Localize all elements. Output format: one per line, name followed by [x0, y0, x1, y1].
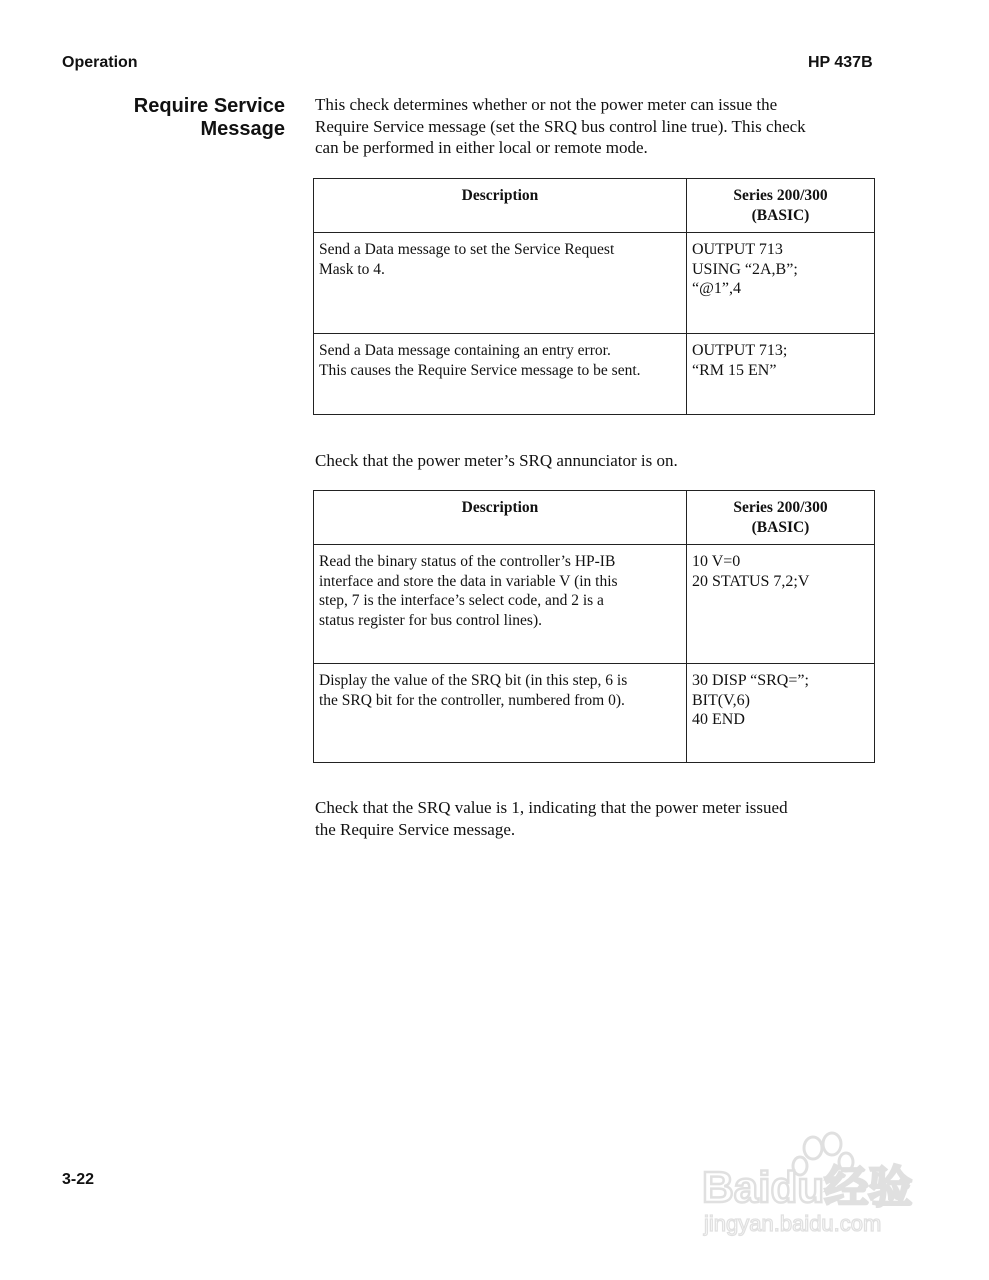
table-header-row: [314, 179, 875, 233]
description-line: Mask to 4.: [319, 260, 385, 278]
description-line: Read the binary status of the controller’s HP-IB: [319, 553, 616, 570]
code-line: BIT(V,6): [692, 691, 750, 709]
description-line: Display the value of the SRQ bit (in this step, 6 is: [319, 672, 628, 689]
row-description: [314, 233, 687, 334]
code-line: 20 STATUS 7,2;V: [692, 572, 810, 590]
column-header-basic: [687, 491, 875, 545]
paw-toe: [823, 1133, 841, 1155]
table-row: [314, 233, 875, 334]
description-line: Send a Data message containing an entry error.: [319, 342, 611, 359]
table-row: [314, 334, 875, 415]
table-header-row: [314, 491, 875, 545]
running-header-section: Operation: [62, 54, 138, 71]
code-line: 10 V=0: [692, 553, 741, 570]
check-srq-line-2: the Require Service message.: [315, 819, 516, 839]
row-description: [314, 664, 687, 763]
table-row: [314, 545, 875, 664]
column-header-basic-line1: Series 200/300: [733, 187, 828, 204]
section-heading-line1: Require Service: [133, 95, 285, 117]
code-line: “@1”,4: [692, 280, 741, 297]
check-srq-value-text: [315, 797, 885, 840]
table-row: [314, 664, 875, 763]
section-heading: [134, 95, 285, 141]
srq-read-table: [313, 490, 875, 763]
row-basic-code: [687, 545, 875, 664]
intro-paragraph: [315, 94, 885, 159]
description-line: the SRQ bit for the controller, numbered from 0).: [319, 691, 625, 709]
watermark-brand: Baidu经验: [702, 1163, 913, 1212]
intro-line-1: This check determines whether or not the power meter can issue the: [315, 95, 778, 114]
column-header-description: Description: [314, 179, 687, 233]
column-header-basic-line1: Series 200/300: [733, 499, 828, 516]
column-header-basic: [687, 179, 875, 233]
row-basic-code: [687, 233, 875, 334]
running-header-model: HP 437B: [808, 54, 873, 71]
paw-toe: [804, 1137, 822, 1159]
check-annunciator-text: Check that the power meter’s SRQ annunciator is on.: [315, 451, 678, 470]
description-line: status register for bus control lines).: [319, 611, 542, 629]
row-basic-code: [687, 334, 875, 415]
code-line: “RM 15 EN”: [692, 361, 777, 379]
column-header-basic-line2: (BASIC): [751, 206, 810, 224]
row-description: [314, 545, 687, 664]
description-line: step, 7 is the interface’s select code, and 2 is a: [319, 592, 604, 609]
srq-setup-table: [313, 178, 875, 415]
column-header-description: Description: [314, 491, 687, 545]
description-line: This causes the Require Service message to be sent.: [319, 361, 641, 379]
description-line: Send a Data message to set the Service Request: [319, 241, 615, 258]
code-line: OUTPUT 713: [692, 241, 783, 258]
page-number: 3-22: [62, 1171, 95, 1188]
check-srq-line-1: Check that the SRQ value is 1, indicating that the power meter issued: [315, 798, 788, 817]
section-heading-line2: Message: [200, 118, 285, 140]
watermark-url: jingyan.baidu.com: [704, 1211, 882, 1236]
code-line: OUTPUT 713;: [692, 342, 788, 359]
intro-line-2: Require Service message (set the SRQ bus control line true). This check: [315, 116, 806, 136]
row-description: [314, 334, 687, 415]
row-basic-code: [687, 664, 875, 763]
code-line: 30 DISP “SRQ=”;: [692, 672, 809, 689]
column-header-basic-line2: (BASIC): [751, 518, 810, 536]
intro-line-3: can be performed in either local or remote mode.: [315, 138, 648, 157]
description-line: interface and store the data in variable V (in this: [319, 572, 618, 590]
code-line: USING “2A,B”;: [692, 260, 798, 278]
code-line: 40 END: [692, 711, 745, 728]
baidu-watermark: [700, 1128, 935, 1238]
